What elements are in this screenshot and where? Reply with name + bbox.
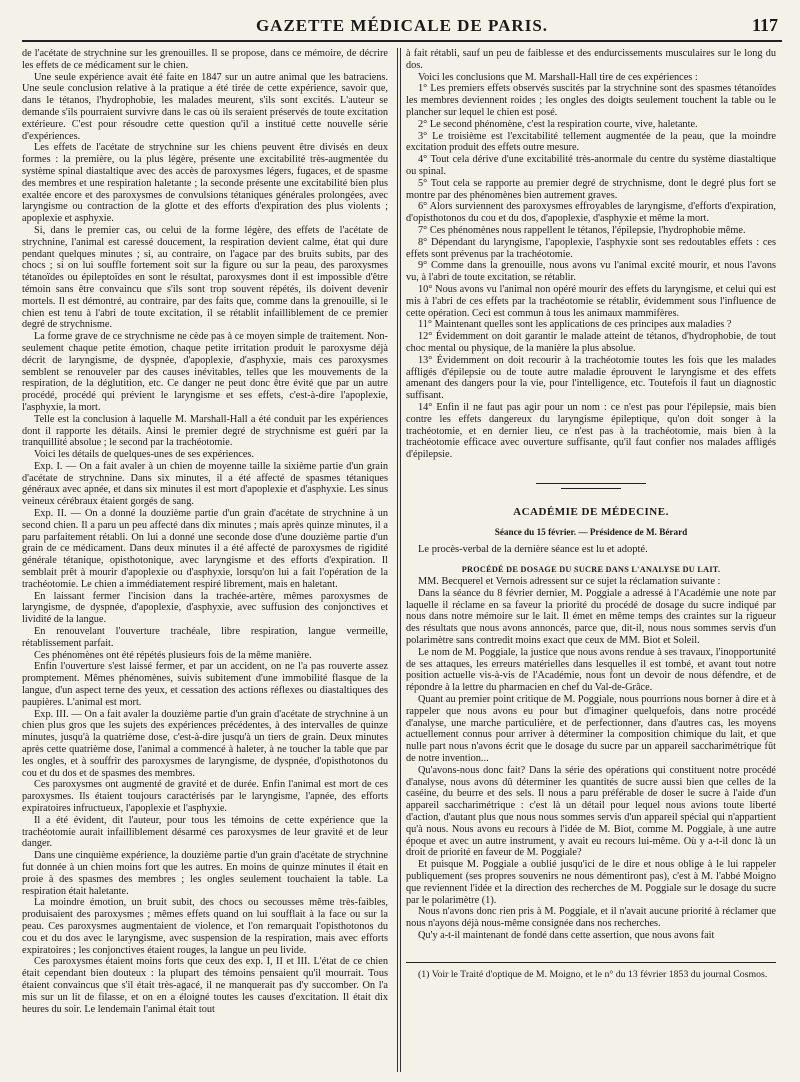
section-separator xyxy=(561,488,621,489)
footnote-rule xyxy=(406,962,776,963)
paragraph: 1° Les premiers effets observés suscités par la strychnine sont des spasmes tétanoïdes les membres deviennent roides ; les ongles des doigts seulement touchent la table ou le plancher sur lequel le chien est posé. xyxy=(406,83,776,118)
paragraph: Le procès-verbal de la dernière séance est lu et adopté. xyxy=(418,544,648,556)
paragraph: 14° Enfin il ne faut pas agir pour un nom : ce n'est pas pour l'épilepsie, mais bien contre les effets dangereux du laryngisme épileptique, qu'on doit songer à la trachéotomie, et en dernier lieu, ce n'est pas à la trachéotomie, mais bien à la trachéotomie efficace avec ouverture suffisante, qu'il faut confier nos malades affligés d'épilepsie. xyxy=(406,401,776,461)
paragraph: Telle est la conclusion à laquelle M. Marshall-Hall a été conduit par les expériences dont il rapporte les détails. Ainsi le premier degré de strychnisme est guéri par la tranquillité absolue ; le second par la trachéotomie. xyxy=(22,413,388,449)
paragraph: La forme grave de ce strychnisme ne cède pas à ce moyen simple de traitement. Non-seulement chaque petite émotion, chaque petite irritation produit le paroxysme déjà décrit de laryngisme, de dyspnée, d'apoplexie, d'asphyxie, mais ces paroxysmes semblent se renouveler par des causes inévitables, telles que les mouvements de la respiration, de la déglutition, etc. Ce danger ne peut donc être évité que par un autre procédé, procédé qui prévient le laryngisme et ses effets, c'est-à-dire l'apoplexie, l'asphyxie, la mort. xyxy=(22,331,388,413)
paragraph: Et puisque M. Poggiale a oublié jusqu'ici de le dire et nous oblige à le lui rappeler publiquement (ses propres souvenirs ne nous démentiront pas), c'est à M. l'abbé Moigno que reviennent l'idée et la direction des recherches de M. Poggiale sur le dosage du sucre par le polarimètre (1). xyxy=(406,859,776,906)
paragraph: Exp. I. — On a fait avaler à un chien de moyenne taille la sixième partie d'un grain d'acétate de strychnine. Dans six minutes, il a été affecté de spasmes tétaniques généraux avec apnée, et dans six minutes il est mort d'apoplexie et d'asphyxie. Les sinus veineux cérébraux étaient gorgés de sang. xyxy=(22,460,388,508)
paragraph: Qu'y a-t-il maintenant de fondé dans cette assertion, que nous avons fait xyxy=(418,929,715,941)
paragraph: Quant au premier point critique de M. Poggiale, nous pourrions nous borner à dire et à rappeler que nous avons eu pour but d'imaginer quelquefois, dans notre procédé d'analyse, une marche particulière, et de perfectionner, dans d'autres cas, les moyens actuellement connus pour arriver à déterminer la composition chimique du lait, et que nulle part nous n'avons écrit que le dosage du sucre par un appareil saccharimétrique fût de notre invention... xyxy=(406,694,776,765)
paragraph: Les effets de l'acétate de strychnine sur les chiens peuvent être divisés en deux formes : la première, ou la plus légère, présente une excitabilité très-augmentée du système spinal diastaltique avec des accès de paroxysmes légers, fugaces, et de spasme des membres et une respiration haletante ; la seconde présente une excitabilité bien plus exaltée encore et des paroxysmes de convulsions tétaniques générales prolongées, avec laryngisme ou contraction de la glotte et des efforts d'expiration des plus violents ; apoplexie et asphyxie. xyxy=(22,142,388,225)
paragraph: Exp. III. — On a fait avaler la douzième partie d'un grain d'acétate de strychnine à un chien plus gros que les sujets des expériences précédentes, à des intervalles de quinze minutes, jusqu'à la quatrième dose, c'est-à-dire jusqu'à un tiers de grain. Deux minutes après cette quatrième dose, l'animal a commencé à haleter, à ne toucher la table que par les ongles, et à souffrir des paroxysmes de laryngisme, de dyspnée, d'opisthotonos du cou et du dos et de spasmes des membres. xyxy=(22,708,388,779)
paragraph: 7° Ces phénomènes nous rappellent le tétanos, l'épilepsie, l'hydrophobie même. xyxy=(418,224,746,236)
section-separator xyxy=(536,483,646,484)
paragraph: Enfin l'ouverture s'est laissé fermer, et par un accident, on ne l'a pas rouverte assez promptement. Mêmes phénomènes, suivis subitement d'une immobilité flasque de la langue, d'un aspect terne des yeux, et cessation des actions réflexes ou diastaltiques des paupières. L'animal est mort. xyxy=(22,661,388,708)
paragraph: 9° Comme dans la grenouille, nous avons vu l'animal excité mourir, et nous l'avons vu, à l'abri de toute excitation, se rétablir. xyxy=(406,260,776,284)
paragraph: Dans une cinquième expérience, la douzième partie d'un grain d'acétate de strychnine fut donnée à un chien moins fort que les autres. En moins de quinze minutes il était en proie à des spasmes des membres ; les ongles seulement touchaient la table. La respiration était haletante. xyxy=(22,850,388,897)
paragraph: 5° Tout cela se rapporte au premier degré de strychnisme, dont le degré plus fort se montre par des phénomènes bien autrement graves. xyxy=(406,177,776,201)
paragraph: 13° Évidemment on doit recourir à la trachéotomie toutes les fois que les malades affligés d'épilepsie ou de toute autre maladie éprouvent le laryngisme et des effets amenant des dangers pour la vie, pour l'intelligence, etc. Toutefois il faut un diagnostic suffisant. xyxy=(406,354,776,402)
column-rule xyxy=(400,48,401,1072)
paragraph: Dans la séance du 8 février dernier, M. Poggiale a adressé à l'Académie une note par laquelle il réclame en sa faveur la priorité du procédé de dosage du sucre indiqué par nous dans notre mémoire sur le lait. Il émet en même temps des craintes sur la rigueur des résultats que nous avons annoncés, parce que, dit-il, nous nous sommes servis d'un polarimètre sans contredit moins exact que ceux de MM. Biot et Soleil. xyxy=(406,587,776,647)
paragraph: MM. Becquerel et Vernois adressent sur ce sujet la réclamation suivante : xyxy=(418,576,721,588)
paragraph: Exp. II. — On a donné la douzième partie d'un grain d'acétate de strychnine à un second chien. Il a paru un peu affecté dans dix minutes ; mais après quinze minutes, il a paru parfaitement rétabli. On lui a donné une seconde dose d'une douzième partie d'un grain de ce médicament. Dans deux minutes il a été affecté de paroxysmes de rigidité générale tétanique, opisthotonique, avec laryngisme et des efforts d'expiration. Il semblait prêt à mourir d'apoplexie ou d'asphyxie, lorsqu'on lui a fait l'opération de la trachéotomie. Le chien a immédiatement respiré librement, mais en haletant. xyxy=(22,508,388,590)
paragraph: Ces paroxysmes étaient moins forts que ceux des exp. I, II et III. L'état de ce chien était cependant bien douteux : la plupart des témoins pensaient qu'il mourrait. Tous étaient convaincus que s'il était très-agacé, il ne manquerait pas d'y succomber. On l'a mis sur un lit de filasse, et on en a éloigné toutes les causes d'excitation. Il était dix heures du soir. Le lendemain l'animal était tout xyxy=(22,956,388,1015)
paragraph: La moindre émotion, un bruit subit, des chocs ou secousses même très-faibles, produisaient des paroxysmes ; mêmes effets quand on lui soufflait à la face ou sur la peau. Ces paroxysmes augmentaient de violence, et l'on remarquait l'opisthotonos du cou et du dos avec le laryngisme, avec suspension de la respiration, mais avec efforts expiratoires ; les conjonctives étaient rouges, la langue un peu livide. xyxy=(22,897,388,956)
paragraph: Voici les conclusions que M. Marshall-Hall tire de ces expériences : xyxy=(418,71,698,83)
paragraph: Le nom de M. Poggiale, la justice que nous avons rendue à ses travaux, l'inopportunité de ses attaques, les erreurs matérielles dans lesquelles il est tombé, et avant tout notre position actuelle vis-à-vis de l'Académie, nous font un devoir de nous défendre, et de répondre à la lettre du pharmacien en chef du Val-de-Grâce. xyxy=(406,646,776,694)
paragraph: 6° Alors surviennent des paroxysmes effroyables de laryngisme, d'efforts d'expiration, d'opisthotonos du cou et du dos, d'apoplexie, d'asphyxie et même la mort. xyxy=(406,201,776,225)
page-number: 117 xyxy=(751,15,778,35)
paragraph: 3° Le troisième est l'excitabilité tellement augmentée de la peau, que la moindre excitation produit des effets outre mesure. xyxy=(406,130,776,154)
paragraph: 11° Maintenant quelles sont les applications de ces principes aux maladies ? xyxy=(418,319,732,331)
journal-title: GAZETTE MÉDICALE DE PARIS. xyxy=(255,16,549,35)
paragraph: Si, dans le premier cas, ou celui de la forme légère, des effets de l'acétate de strychnine, l'animal est caressé doucement, la respiration devient calme, état qui dure pendant quelques minutes ; si, au contraire, on l'agace par des bruits subits, par des chocs ; si on lui souffle fortement soit sur la figure ou sur la peau, des paroxysmes tétanoïdes ou épileptoïdes en sont le résultat, paroxysmes dont il est impossible d'être témoin sans être convaincu que s'ils sont trop souvent répétés, ils doivent devenir mortels. Il est démontré, au contraire, par des faits que, comme dans la grenouille, si le chien est tenu à l'abri de toute excitation, il se rétablit infailliblement de ce premier degré de strychnisme. xyxy=(22,224,388,331)
paragraph: Ces phénomènes ont été répétés plusieurs fois de la même manière. xyxy=(34,649,312,661)
column-rule xyxy=(397,48,398,1072)
session-heading: Séance du 15 février. — Présidence de M. Bérard xyxy=(494,526,688,537)
paragraph: 2° Le second phénomène, c'est la respiration courte, vive, haletante. xyxy=(418,118,698,130)
left-column xyxy=(22,48,388,1072)
paragraph: Ces paroxysmes ont augmenté de gravité et de durée. Enfin l'animal est mort de ces paroxysmes. Ils étaient toujours caractérisés par le laryngisme, l'apnée, des efforts expiratoires infructueux, l'apoplexie et l'asphyxie. xyxy=(22,779,388,814)
paragraph: En laissant fermer l'incision dans la trachée-artère, mêmes paroxysmes de laryngisme, de dyspnée, d'apoplexie, d'asphyxie, avec suffusion des conjonctives et lividité de la langue. xyxy=(22,590,388,626)
section-heading: ACADÉMIE DE MÉDECINE. xyxy=(513,505,669,518)
paragraph: 12° Évidemment on doit garantir le malade atteint de tétanos, d'hydrophobie, de tout choc mental ou physique, de la manière la plus absolue. xyxy=(406,331,776,354)
running-header xyxy=(22,14,782,42)
paragraph: Qu'avons-nous donc fait? Dans la série des opérations qui constituent notre procédé d'analyse, nous avons dû déterminer les quantités de sucre aussi bien que celles de la caséine, du beurre et des sels. Il nous a paru préférable de doser le sucre à l'aide d'un appareil saccharimétrique : c'est là un détail pour lequel nous avions toute liberté d'action, d'autant plus que nous nous sommes servis d'un appareil spécial qui n'appartient qu'à nous. Nous avons eu recours à l'idée de M. Biot, comme M. Poggiale, à une autre époque et avec un autre instrument, y avait eu recours lui-même. Où y a-t-il donc là un droit de priorité en faveur de M. Poggiale? xyxy=(406,764,776,859)
right-column xyxy=(406,48,776,1072)
paragraph: de l'acétate de strychnine sur les grenouilles. Il se propose, dans ce mémoire, de décrire les effets de ce médicament sur le chien. xyxy=(22,48,388,71)
paragraph: Voici les détails de quelques-unes de ses expériences. xyxy=(34,449,254,461)
paragraph: En renouvelant l'ouverture trachéale, libre respiration, langue vermeille, rétablissement parfait. xyxy=(22,626,388,649)
paragraph: 10° Nous avons vu l'animal non opéré mourir des effets du laryngisme, et celui qui est mis à l'abri de ces effets par la trachéotomie se rétablir, évidemment sous l'influence de cette opération. Ceci est commun à tous les animaux mammifères. xyxy=(406,283,776,319)
paragraph: à fait rétabli, sauf un peu de faiblesse et des endurcissements musculaires sur le long du dos. xyxy=(406,48,776,71)
paragraph: Il a été évident, dit l'auteur, pour tous les témoins de cette expérience que la trachéotomie aurait infailliblement désarmé ces paroxysmes de leur gravité et de leur danger. xyxy=(22,814,388,850)
paragraph: 4° Tout cela dérive d'une excitabilité très-anormale du centre du système diastaltique ou spinal. xyxy=(406,154,776,177)
subsection-heading: PROCÉDÉ DE DOSAGE DU SUCRE DANS L'ANALYSE DU LAIT. xyxy=(461,565,721,575)
paragraph: 8° Dépendant du laryngisme, l'apoplexie, l'asphyxie sont ses redoutables effets : ces effets sont prévenus par la trachéotomie. xyxy=(406,236,776,260)
footnote: (1) Voir le Traité d'optique de M. Moigno, et le n° du 13 février 1853 du journal Cosmos. xyxy=(418,968,768,980)
paragraph: Nous n'avons donc rien pris à M. Poggiale, et il n'avait aucune priorité à réclamer que nous n'ayons déjà nous-même consignée dans nos recherches. xyxy=(406,906,776,930)
paragraph: Une seule expérience avait été faite en 1847 sur un autre animal que les batraciens. Une seule conclusion relative à la pratique a été tirée de cette expérience, savoir que, dans le tétanos, l'hydrophobie, les malades meurent, s'ils sont excités. L'auteur se demande s'ils pourraient survivre dans le cas où ils seraient préservés de toute excitation extérieure. C'est pour résoudre cette question qu'il a institué cette nouvelle série d'expériences. xyxy=(22,71,388,142)
